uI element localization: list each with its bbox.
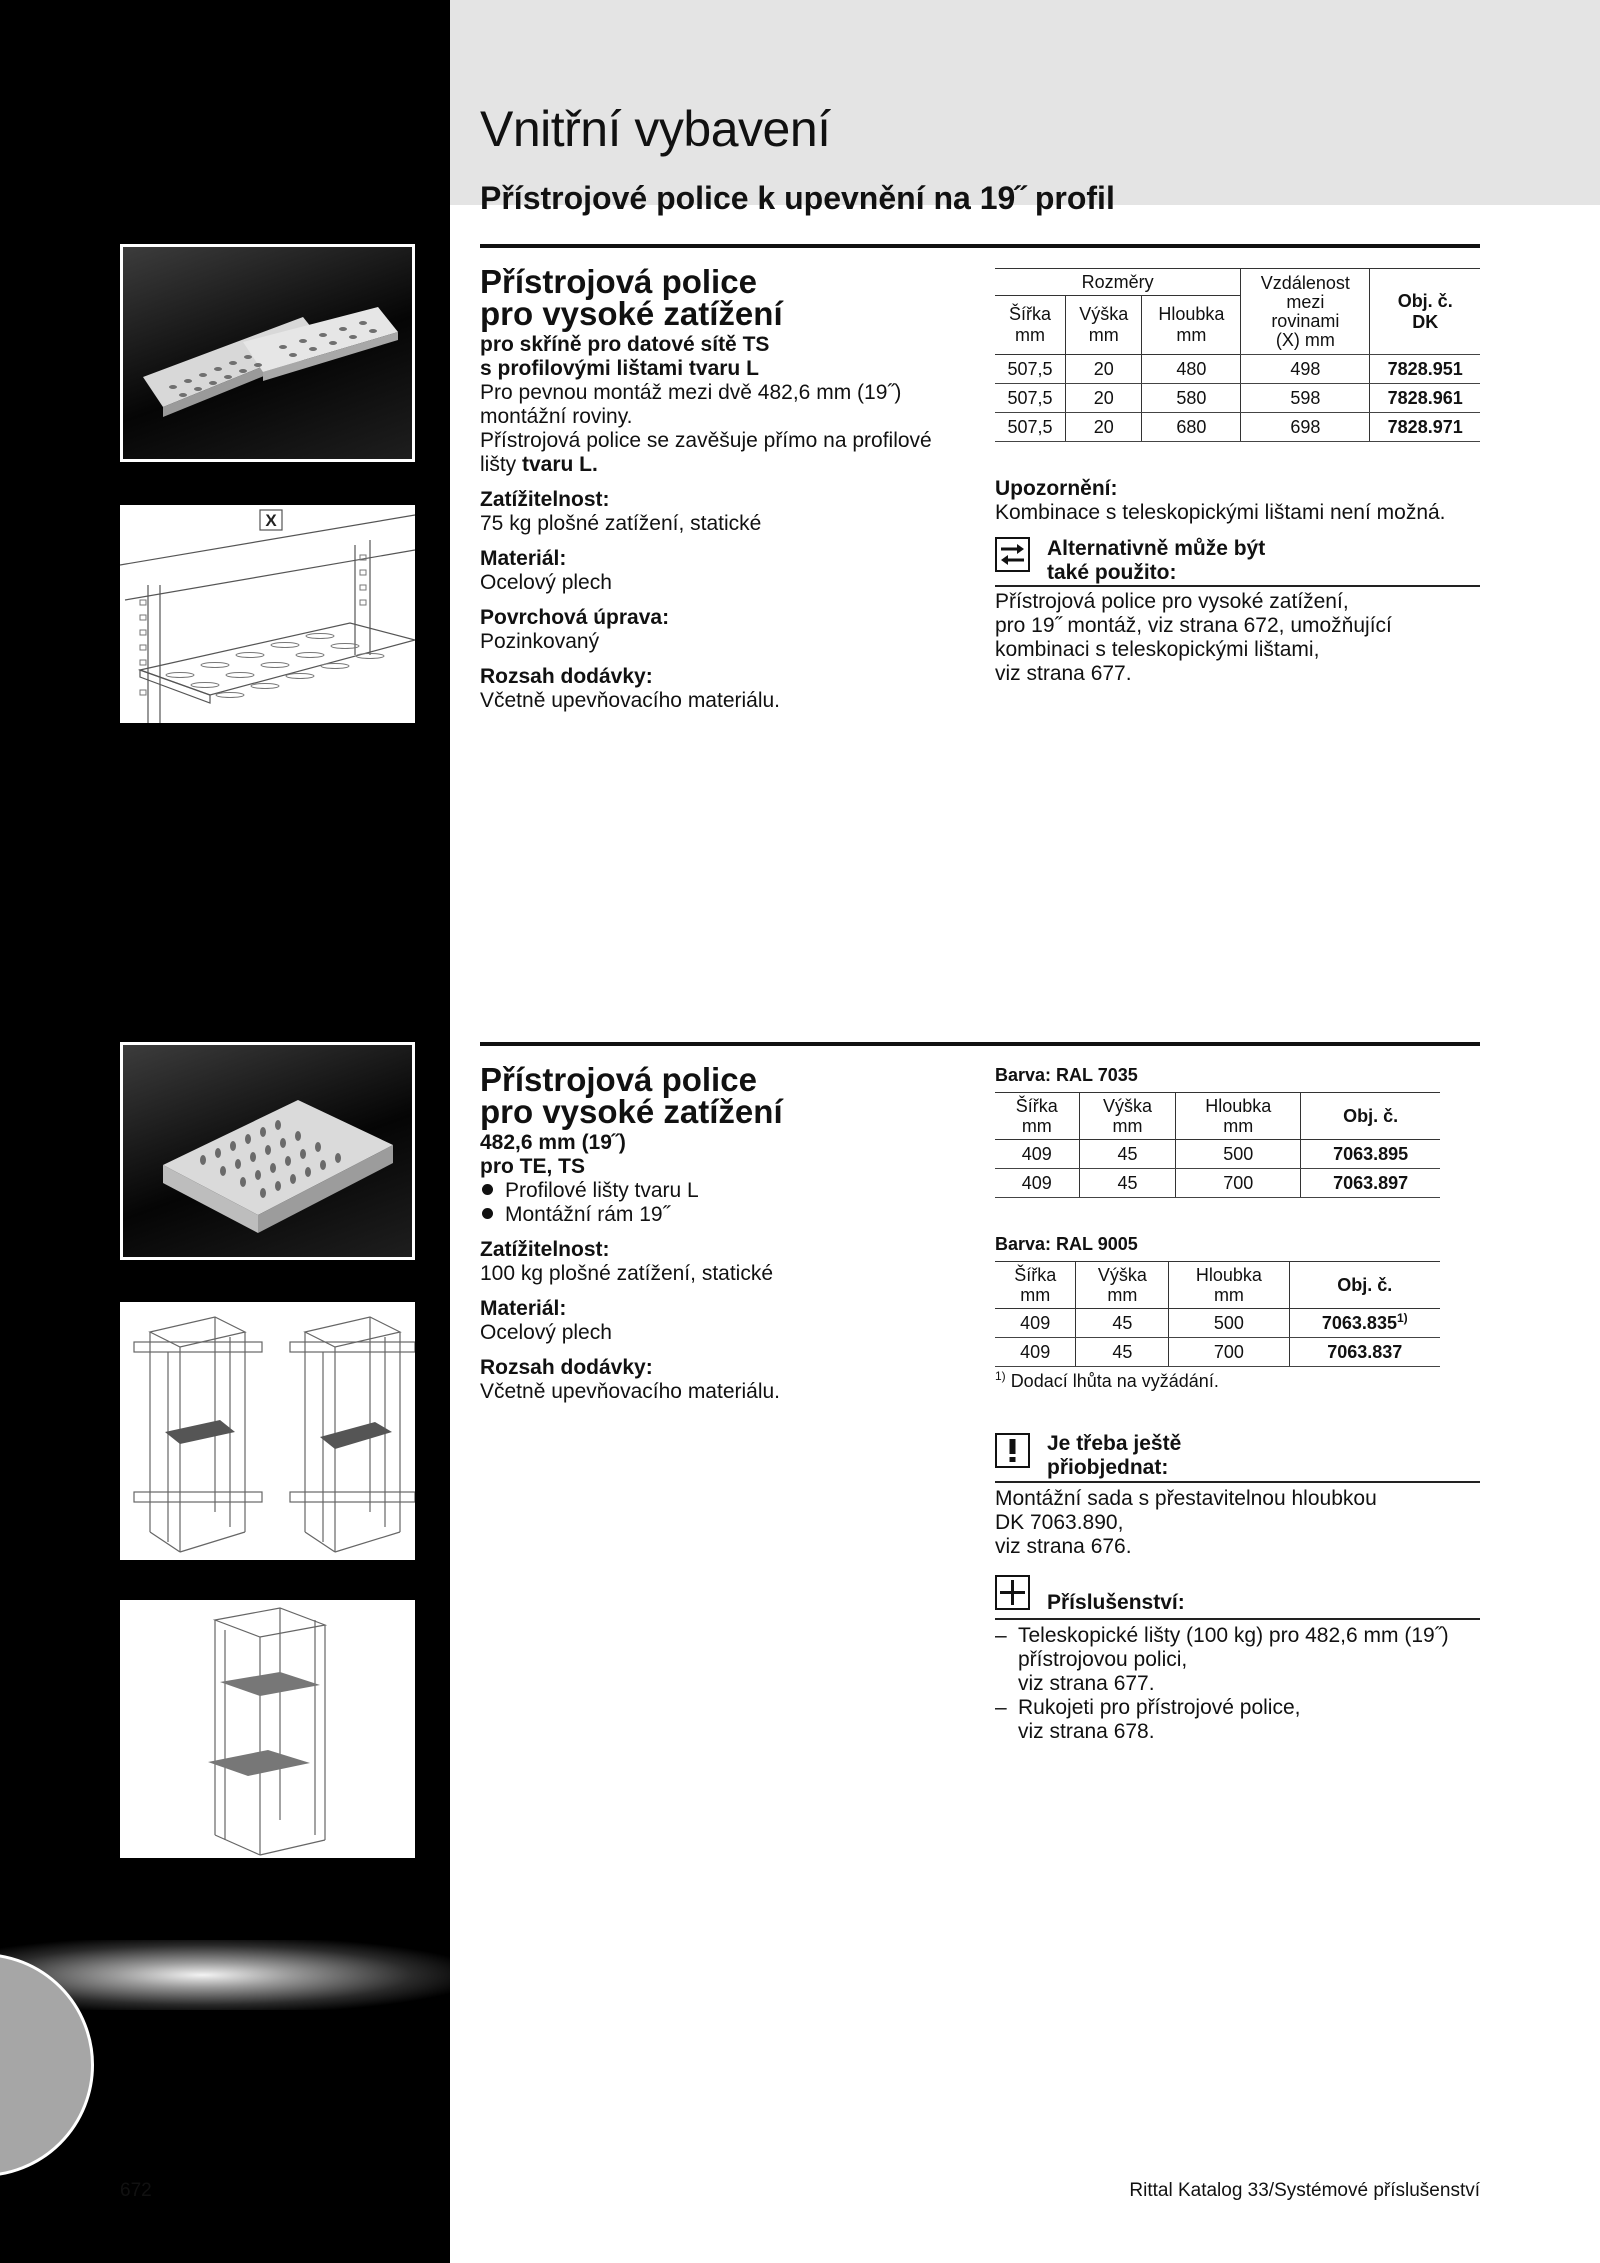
product2-load-value: 100 kg plošné zatížení, statické xyxy=(480,1262,774,1285)
product2-title-line1: Přístrojová police xyxy=(480,1061,757,1098)
product-photo-shelf-19 xyxy=(120,1042,415,1260)
product1-surface-value: Pozinkovaný xyxy=(480,630,600,653)
technical-drawing-shelf xyxy=(120,505,415,723)
list-item: Montážní rám 19˝ xyxy=(480,1203,960,1227)
page-title: Vnitřní vybavení xyxy=(480,101,831,157)
color1-label: Barva: RAL 7035 xyxy=(995,1065,1138,1085)
product1-spec-table xyxy=(995,268,1480,442)
alternative-divider xyxy=(995,585,1480,587)
product1-title-line1: Přístrojová police xyxy=(480,263,757,300)
order-also-title: Je třeba ještě přiobjednat: xyxy=(1047,1432,1182,1479)
product1-description xyxy=(480,333,960,713)
product1-material-value: Ocelový plech xyxy=(480,571,612,594)
table-row: 507,5 20 480 498 7828.951 xyxy=(995,355,1480,384)
product1-desc-line1: Pro pevnou montáž mezi dvě 482,6 mm (19˝) xyxy=(480,381,902,404)
table-header-height: Výška mm xyxy=(1066,296,1142,355)
warning-title: Upozornění: xyxy=(995,477,1118,500)
table-header-distance: Vzdálenost mezi rovinami (X) mm xyxy=(1241,269,1370,355)
product1-subtitle-line2: s profilovými lištami tvaru L xyxy=(480,357,759,380)
product1-scope-label: Rozsah dodávky: xyxy=(480,665,653,688)
product2-subtitle-line1: 482,6 mm (19˝) xyxy=(480,1131,626,1154)
accessories-divider xyxy=(995,1618,1480,1620)
divider xyxy=(480,1042,1480,1046)
product1-notes xyxy=(995,477,1485,525)
page-subtitle: Přístrojové police k upevnění na 19˝ profil xyxy=(480,180,1115,216)
alternative-title: Alternativně může být také použito: xyxy=(1047,537,1266,584)
product-photo-shelf-l-profile xyxy=(120,244,415,462)
order-also-text: Montážní sada s přestavitelnou hloubkou DK 7063.890, viz strana 676. xyxy=(995,1487,1377,1558)
alternative-text: Přístrojová police pro vysoké zatížení, pro 19˝ montáž, viz strana 672, umožňující kombinaci s teleskopickými lištami, viz strana 677. xyxy=(995,590,1392,685)
product1-subtitle-line1: pro skříně pro datové sítě TS xyxy=(480,333,770,356)
product2-scope-value: Včetně upevňovacího materiálu. xyxy=(480,1380,781,1403)
product2-title-line2: pro vysoké zatížení xyxy=(480,1093,783,1130)
table-header-height: Výška mm xyxy=(1076,1262,1169,1309)
product1-desc-line4: lišty tvaru L. xyxy=(480,453,598,476)
product1-scope-value: Včetně upevňovacího materiálu. xyxy=(480,689,781,712)
exclamation-icon xyxy=(995,1433,1030,1468)
list-item: – Teleskopické lišty (100 kg) pro 482,6 mm (19˝) přístrojovou polici, viz strana 677. xyxy=(995,1624,1449,1695)
table-header-depth: Hloubka mm xyxy=(1169,1262,1289,1309)
product1-desc-line2: montážní roviny. xyxy=(480,405,633,428)
product2-scope-label: Rozsah dodávky: xyxy=(480,1356,653,1379)
technical-drawing-cabinets xyxy=(120,1302,415,1560)
product1-load-value: 75 kg plošné zatížení, statické xyxy=(480,512,762,535)
table-row: 409 45 500 7063.895 xyxy=(995,1140,1440,1169)
catalog-name: Rittal Katalog 33/Systémové příslušenství xyxy=(1129,2180,1480,2201)
footnote: $^{1)}$ Dodací lhůta na vyžádání. xyxy=(995,1369,1219,1391)
list-item: Profilové lišty tvaru L xyxy=(480,1179,960,1203)
plus-icon xyxy=(995,1575,1030,1610)
product2-subtitle-line2: pro TE, TS xyxy=(480,1155,585,1178)
table-header-depth: Hloubka mm xyxy=(1142,296,1241,355)
table-header-order: Obj. č. xyxy=(1301,1093,1440,1140)
product1-desc-line3: Přístrojová police se zavěšuje přímo na profilové xyxy=(480,429,932,452)
accessories-list xyxy=(995,1624,1495,1744)
table-header-height: Výška mm xyxy=(1079,1093,1176,1140)
product1-title-line2: pro vysoké zatížení xyxy=(480,295,783,332)
product2-table-ral7035 xyxy=(995,1092,1440,1198)
table-header-width: Šířka mm xyxy=(995,1262,1076,1309)
product1-material-label: Materiál: xyxy=(480,547,567,570)
table-row: 409 45 700 7063.837 xyxy=(995,1338,1440,1367)
page-number: 672 xyxy=(120,2180,152,2201)
table-row: 409 45 500 7063.835$^{1)}$ xyxy=(995,1309,1440,1338)
table-row: 507,5 20 580 598 7828.961 xyxy=(995,384,1480,413)
table-header-depth: Hloubka mm xyxy=(1176,1093,1301,1140)
accessories-title: Příslušenství: xyxy=(1047,1591,1185,1614)
technical-drawing-rack xyxy=(120,1600,415,1858)
table-header-width: Šířka mm xyxy=(995,1093,1079,1140)
product2-load-label: Zatížitelnost: xyxy=(480,1238,610,1261)
divider xyxy=(480,244,1480,248)
swap-arrows-icon xyxy=(995,537,1030,572)
table-group-header: Rozměry xyxy=(995,269,1241,296)
color2-label: Barva: RAL 9005 xyxy=(995,1234,1138,1254)
table-header-order: Obj. č. xyxy=(1289,1262,1440,1309)
product1-surface-label: Povrchová úprava: xyxy=(480,606,670,629)
table-header-order: Obj. č. DK xyxy=(1370,269,1480,355)
product1-load-label: Zatížitelnost: xyxy=(480,488,610,511)
list-item: – Rukojeti pro přístrojové police, viz strana 678. xyxy=(995,1696,1301,1743)
table-header-width: Šířka mm xyxy=(995,296,1066,355)
product2-table-ral9005 xyxy=(995,1261,1440,1367)
order-also-divider xyxy=(995,1481,1480,1483)
product2-description xyxy=(480,1131,960,1404)
product2-material-value: Ocelový plech xyxy=(480,1321,612,1344)
dimension-x-label: X xyxy=(265,511,277,530)
table-row: 409 45 700 7063.897 xyxy=(995,1169,1440,1198)
product2-material-label: Materiál: xyxy=(480,1297,567,1320)
warning-text: Kombinace s teleskopickými lištami není možná. xyxy=(995,501,1446,524)
table-row: 507,5 20 680 698 7828.971 xyxy=(995,413,1480,442)
